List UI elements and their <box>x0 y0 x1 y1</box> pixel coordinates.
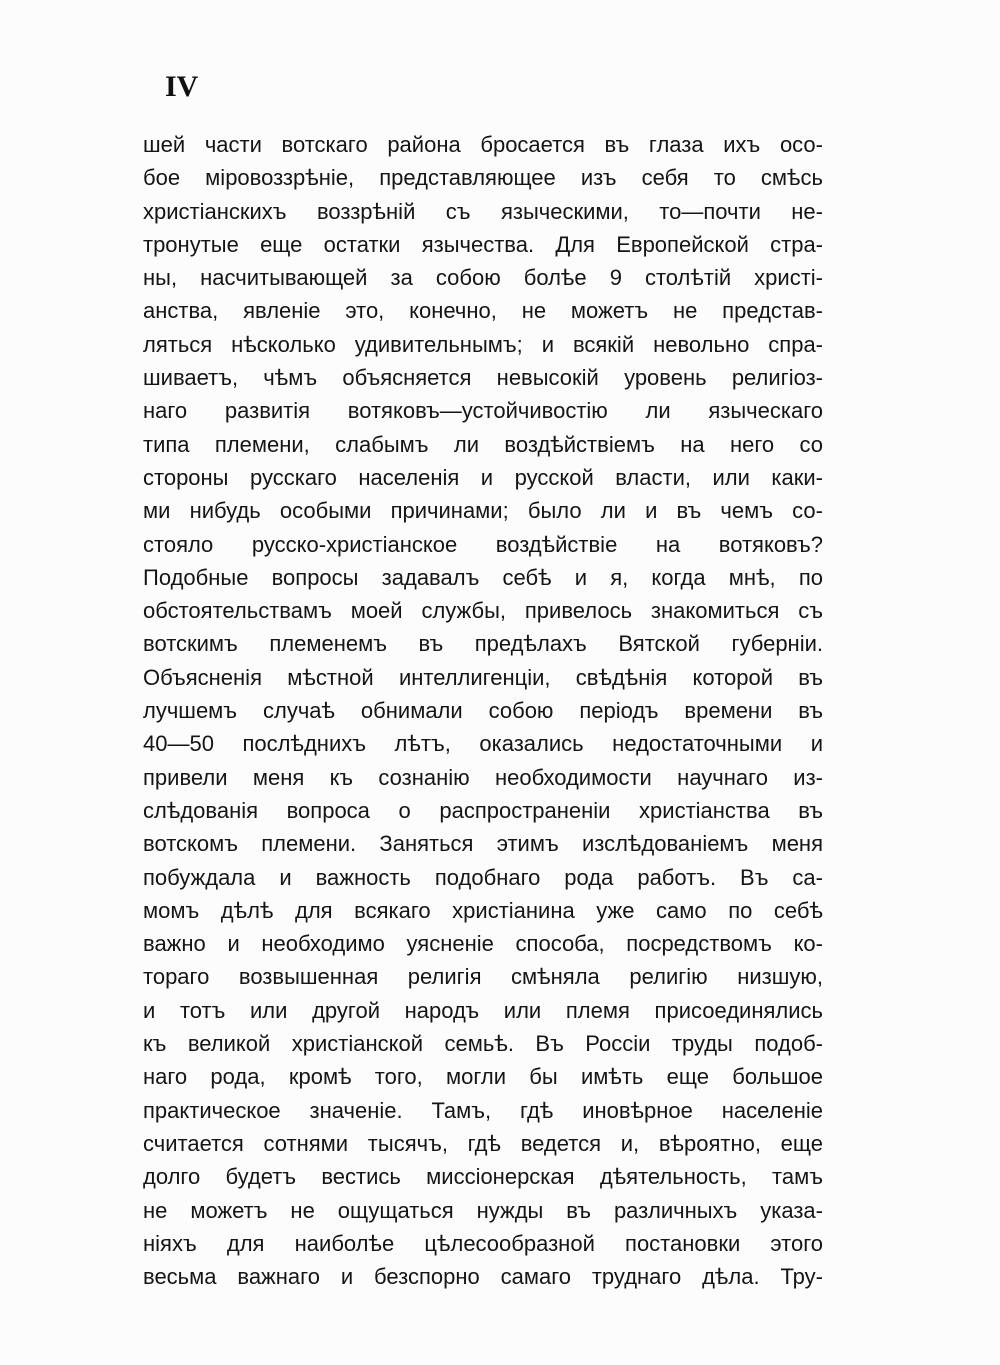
text-line: стояло русско-христіанское воздѣйствіе на вотяковъ? <box>143 531 823 557</box>
text-line: анства, явленіе это, конечно, не можетъ не представ- <box>143 298 823 324</box>
text-line: стороны русскаго населенія и русской власти, или каки- <box>143 464 823 490</box>
text-line: считается сотнями тысячъ, гдѣ ведется и, вѣроятно, еще <box>143 1130 823 1156</box>
text-line: бое міровоззрѣніе, представляющее изъ себя то смѣсь <box>143 165 823 191</box>
text-line: не можетъ не ощущаться нужды въ различныхъ указа- <box>143 1197 823 1223</box>
text-line: слѣдованія вопроса о распространеніи христіанства въ <box>143 797 823 823</box>
text-line: ляться нѣсколько удивительнымъ; и всякій невольно спра- <box>143 331 823 357</box>
text-line: весьма важнаго и безспорно самаго труднаго дѣла. Тру- <box>143 1264 823 1290</box>
page-number: IV <box>165 70 199 103</box>
text-line: наго развитія вотяковъ—устойчивостію ли языческаго <box>143 398 823 424</box>
text-line: важно и необходимо уясненіе способа, посредствомъ ко- <box>143 931 823 957</box>
text-line: вотскимъ племенемъ въ предѣлахъ Вятской губерніи. <box>143 631 823 657</box>
text-line: типа племени, слабымъ ли воздѣйствіемъ на него со <box>143 431 823 457</box>
text-line: христіанскихъ воззрѣній съ языческими, то—почти не- <box>143 198 823 224</box>
text-line: наго рода, кромѣ того, могли бы имѣть еще большое <box>143 1064 823 1090</box>
text-line: долго будетъ вестись миссіонерская дѣятельность, тамъ <box>143 1164 823 1190</box>
text-line: побуждала и важность подобнаго рода работъ. Въ са- <box>143 864 823 890</box>
text-line: и тотъ или другой народъ или племя присоединялись <box>143 997 823 1023</box>
text-line: Объясненія мѣстной интеллигенціи, свѣдѣнія которой въ <box>143 664 823 690</box>
text-line: къ великой христіанской семьѣ. Въ Россіи труды подоб- <box>143 1031 823 1057</box>
text-line: момъ дѣлѣ для всякаго христіанина уже само по себѣ <box>143 897 823 923</box>
text-line: ніяхъ для наиболѣе цѣлесообразной постановки этого <box>143 1230 823 1256</box>
text-line: 40—50 послѣднихъ лѣтъ, оказались недостаточными и <box>143 731 823 757</box>
text-line: шей части вотскаго района бросается въ глаза ихъ осо- <box>143 132 823 157</box>
text-line: практическое значеніе. Тамъ, гдѣ иновѣрное населеніе <box>143 1097 823 1123</box>
text-line: вотскомъ племени. Заняться этимъ изслѣдованіемъ меня <box>143 831 823 857</box>
text-line: шиваетъ, чѣмъ объясняется невысокій уровень религіоз- <box>143 365 823 391</box>
text-line: Подобные вопросы задавалъ себѣ и я, когда мнѣ, по <box>143 564 823 590</box>
body-text <box>143 128 823 1293</box>
text-line: тораго возвышенная религія смѣняла религію низшую, <box>143 964 823 990</box>
text-line: обстоятельствамъ моей службы, привелось знакомиться съ <box>143 598 823 624</box>
text-line: ны, насчитывающей за собою болѣе 9 столѣтій христі- <box>143 265 823 291</box>
text-line: тронутые еще остатки язычества. Для Европейской стра- <box>143 231 823 257</box>
text-line: ми нибудь особыми причинами; было ли и въ чемъ со- <box>143 498 823 524</box>
text-line: привели меня къ сознанію необходимости научнаго из- <box>143 764 823 790</box>
text-line: лучшемъ случаѣ обнимали собою періодъ времени въ <box>143 698 823 724</box>
